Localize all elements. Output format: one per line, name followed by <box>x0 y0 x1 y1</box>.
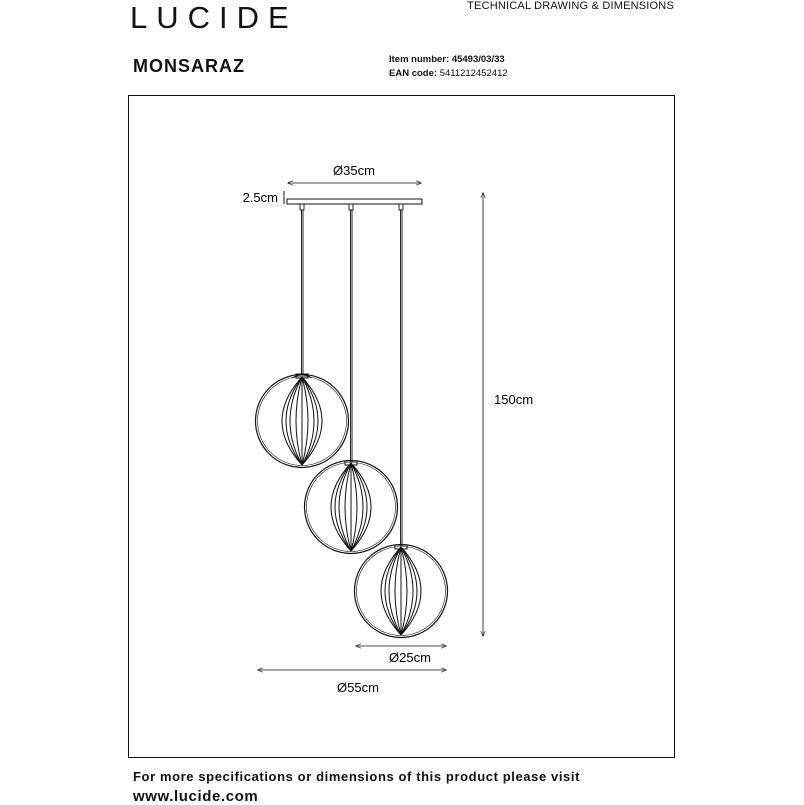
item-number-value: 45493/03/33 <box>451 54 505 65</box>
globe-shade-top <box>256 374 349 468</box>
total-height-label: 150cm <box>494 392 534 407</box>
canopy <box>287 199 422 204</box>
document-title: TECHNICAL DRAWING & DIMENSIONS <box>467 0 674 12</box>
ean-value: 5411212452412 <box>439 68 508 79</box>
canopy-height-label: 2.5cm <box>242 190 278 205</box>
overall-diameter-label: Ø55cm <box>337 680 379 695</box>
shade-diameter-label: Ø25cm <box>389 650 431 665</box>
ean-label: EAN code: <box>389 68 438 79</box>
globe-shade-middle <box>305 461 398 554</box>
footer-note: For more specifications or dimensions of this product please visit <box>133 769 581 784</box>
globe-shade-bottom <box>355 545 448 638</box>
canopy-diameter-label: Ø35cm <box>333 163 375 178</box>
brand-logo: LUCIDE <box>130 0 298 35</box>
item-number-label: Item number: <box>389 54 450 65</box>
footer-website-link[interactable]: www.lucide.com <box>133 788 259 805</box>
product-name: MONSARAZ <box>133 56 245 76</box>
